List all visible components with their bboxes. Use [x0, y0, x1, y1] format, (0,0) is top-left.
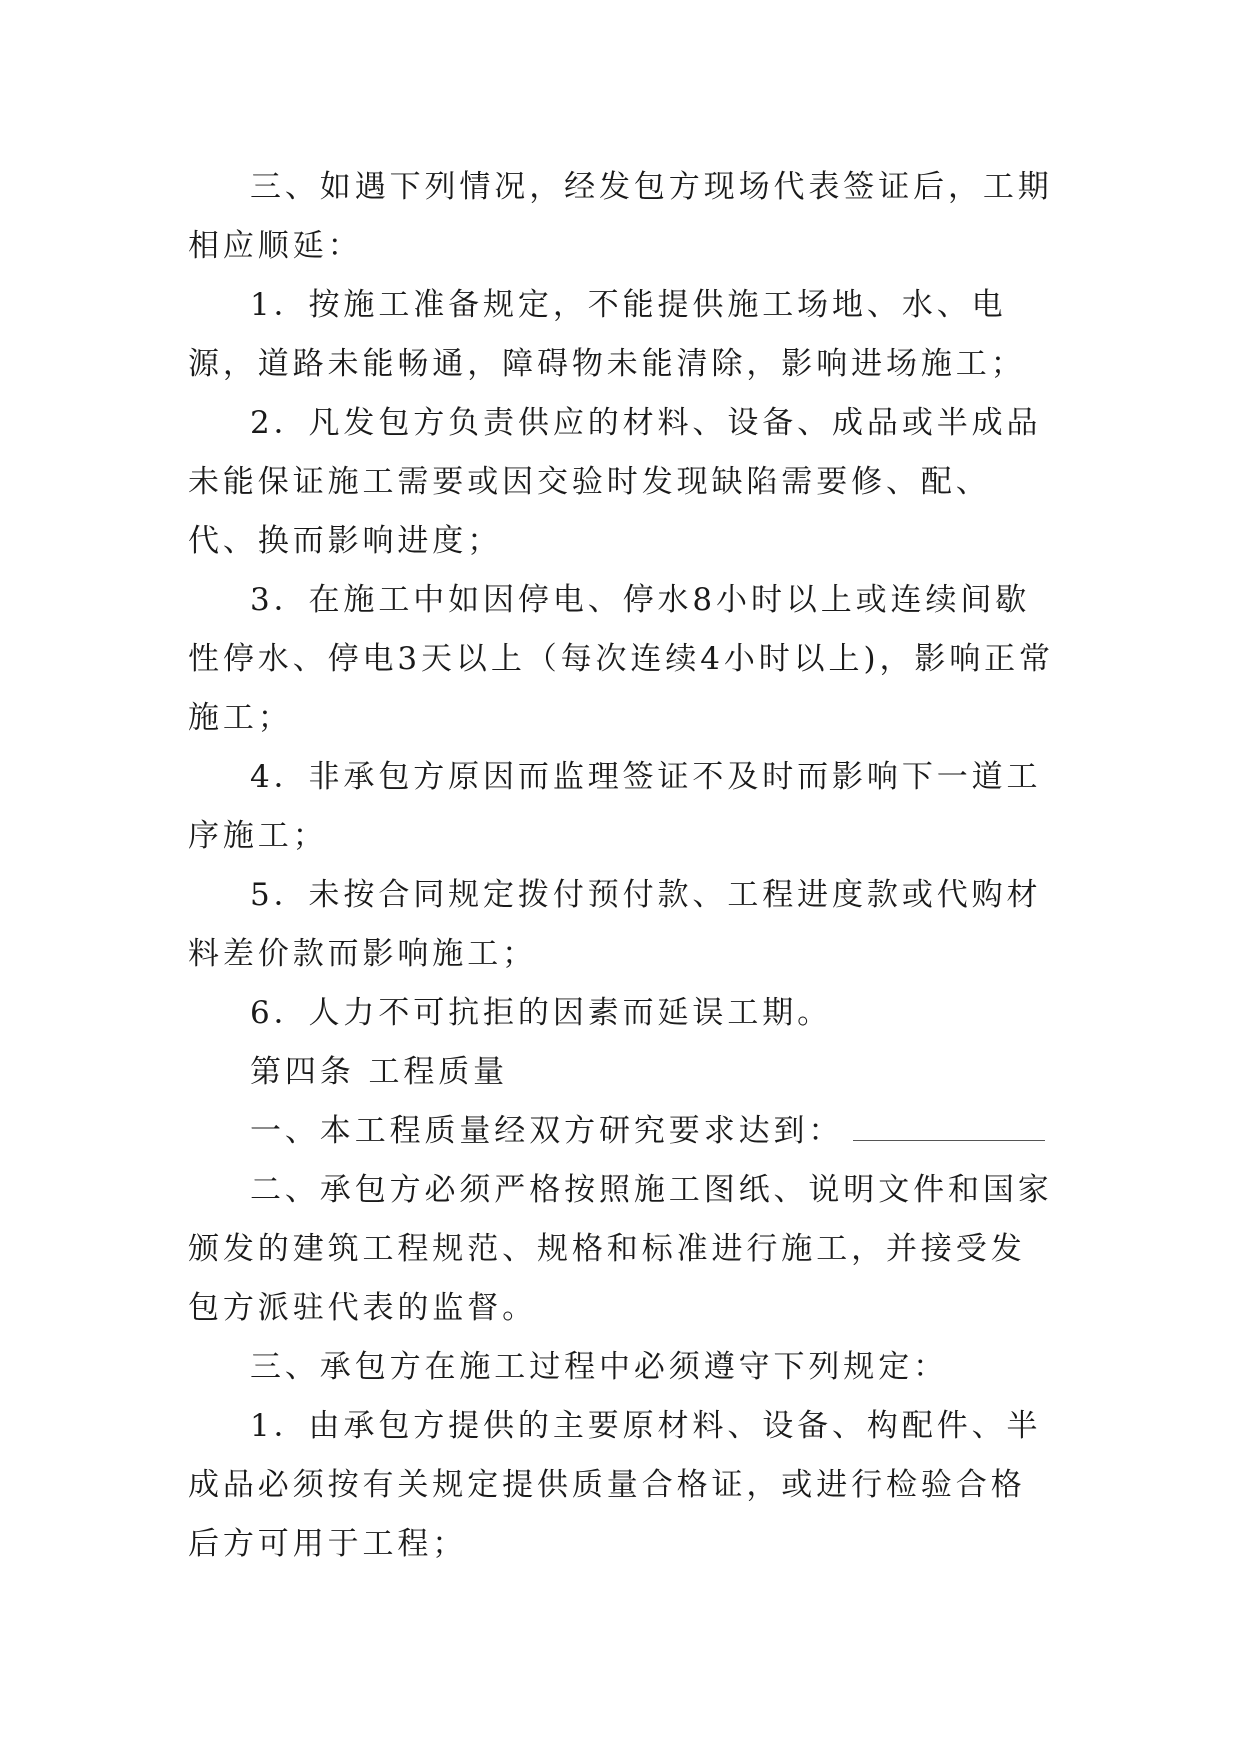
paragraph-quality-requirement: [188, 1102, 1056, 1161]
section-heading-quality: 第四条 工程质量: [250, 1054, 509, 1090]
paragraph-rule-1: 1．由承包方提供的主要原材料、设备、构配件、半成品必须按有关规定提供质量合格证，或进行检验合格后方可用于工程；: [188, 1408, 1042, 1562]
paragraph-item-4: 4．非承包方原因而监理签证不及时而影响下一道工序施工；: [188, 759, 1042, 854]
document-page: [188, 158, 1056, 1574]
paragraph-item-3: 3．在施工中如因停电、停水8小时以上或连续间歇性停水、停电3天以上（每次连续4小时以上)，影响正常施工；: [188, 582, 1054, 736]
paragraph-construction-standards: 二、承包方必须严格按照施工图纸、说明文件和国家颁发的建筑工程规范、规格和标准进行施工，并接受发包方派驻代表的监督。: [188, 1172, 1053, 1326]
fill-in-blank-line: [853, 1112, 1045, 1141]
paragraph-contractor-rules: 三、承包方在施工过程中必须遵守下列规定：: [250, 1349, 948, 1385]
paragraph-item-2: 2．凡发包方负责供应的材料、设备、成品或半成品未能保证施工需要或因交验时发现缺陷需要修、配、代、换而影响进度；: [188, 405, 1042, 559]
quality-requirement-text: 一、本工程质量经双方研究要求达到：: [250, 1113, 844, 1149]
paragraph-item-5: 5．未按合同规定拨付预付款、工程进度款或代购材料差价款而影响施工；: [188, 877, 1042, 972]
paragraph-item-6: 6．人力不可抗拒的因素而延误工期。: [250, 995, 833, 1031]
paragraph-extension-conditions: 三、如遇下列情况，经发包方现场代表签证后，工期相应顺延：: [188, 169, 1053, 264]
paragraph-item-1: 1．按施工准备规定，不能提供施工场地、水、电源，道路未能畅通，障碍物未能清除，影响进场施工；: [188, 287, 1026, 382]
